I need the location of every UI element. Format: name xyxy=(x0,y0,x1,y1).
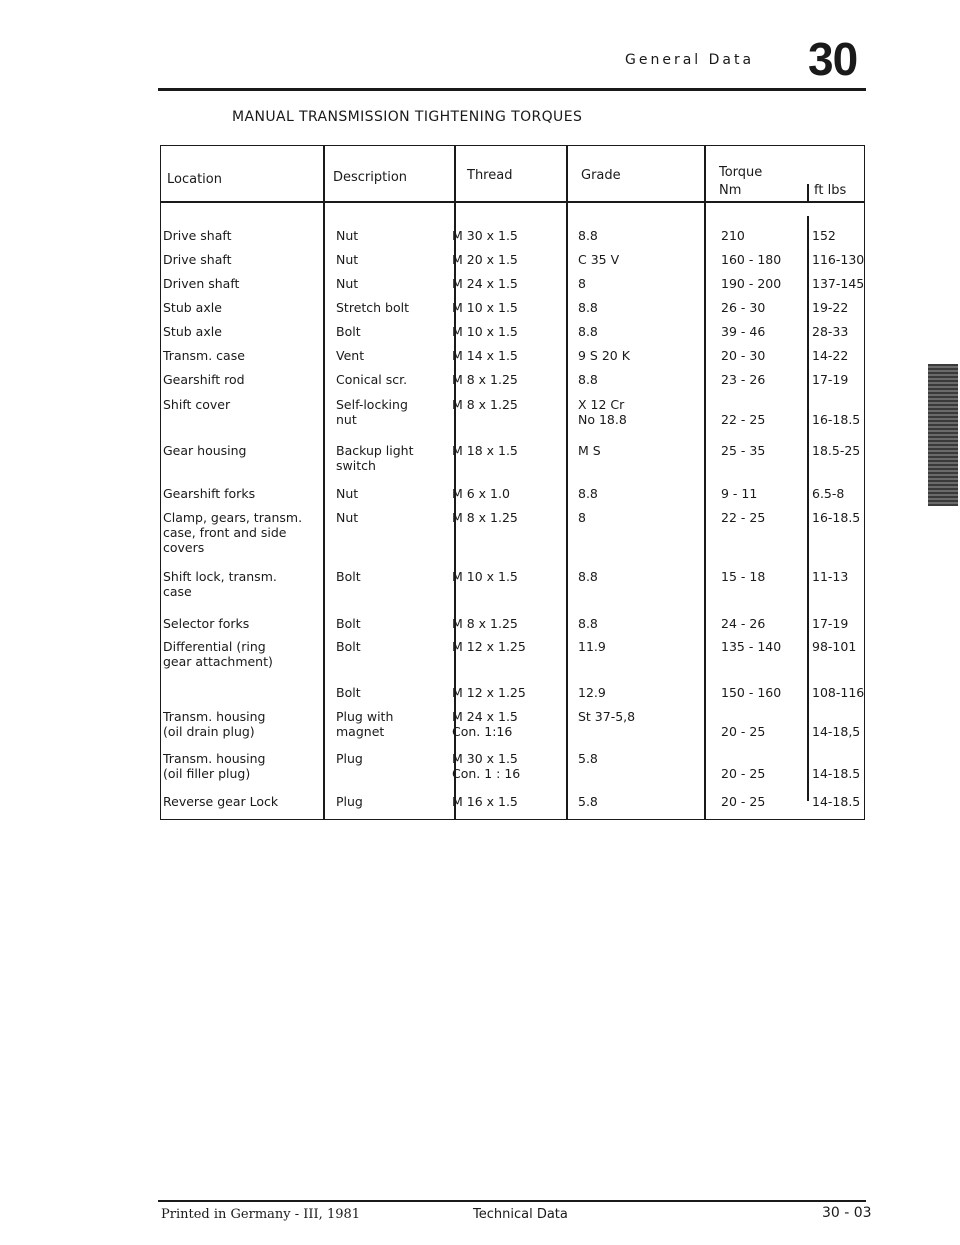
cell-ftlbs: 17-19 xyxy=(812,372,849,387)
cell-description: Bolt xyxy=(336,569,361,584)
cell-nm: 25 - 35 xyxy=(721,443,766,458)
cell-nm: 26 - 30 xyxy=(721,300,766,315)
cell-location: Gearshift forks xyxy=(163,486,256,501)
cell-description: Nut xyxy=(336,510,359,525)
header-ftlbs: ft lbs xyxy=(814,183,847,198)
cell-description: Conical scr. xyxy=(336,372,408,387)
footer-section: Technical Data xyxy=(473,1207,568,1222)
cell-nm: 20 - 25 xyxy=(721,794,766,809)
cell-description: Self-locking nut xyxy=(336,397,408,427)
cell-ftlbs: 116-130 xyxy=(812,252,865,267)
cell-ftlbs: 19-22 xyxy=(812,300,849,315)
cell-location: Differential (ring gear attachment) xyxy=(163,639,273,669)
cell-thread: M 12 x 1.25 xyxy=(452,685,526,700)
cell-nm: 15 - 18 xyxy=(721,569,766,584)
cell-nm: 39 - 46 xyxy=(721,324,766,339)
cell-grade: St 37-5,8 xyxy=(578,709,636,724)
cell-nm: 22 - 25 xyxy=(721,510,766,525)
cell-thread: M 10 x 1.5 xyxy=(452,300,518,315)
cell-description: Bolt xyxy=(336,639,361,654)
header-rule xyxy=(158,88,866,91)
cell-ftlbs: 14-18.5 xyxy=(812,766,861,781)
cell-location: Transm. housing (oil drain plug) xyxy=(163,709,266,739)
cell-location: Driven shaft xyxy=(163,276,240,291)
cell-ftlbs: 108-116 xyxy=(812,685,865,700)
cell-nm: 135 - 140 xyxy=(721,639,782,654)
cell-thread: M 16 x 1.5 xyxy=(452,794,518,809)
cell-location: Selector forks xyxy=(163,616,250,631)
cell-ftlbs: 18.5-25 xyxy=(812,443,861,458)
cell-description: Nut xyxy=(336,228,359,243)
cell-grade: 8.8 xyxy=(578,569,598,584)
cell-nm: 150 - 160 xyxy=(721,685,782,700)
header-description: Description xyxy=(333,170,408,185)
cell-ftlbs: 14-18.5 xyxy=(812,794,861,809)
cell-description: Plug xyxy=(336,751,363,766)
cell-thread: M 14 x 1.5 xyxy=(452,348,518,363)
torque-table xyxy=(160,145,865,820)
header-thread: Thread xyxy=(467,168,513,183)
cell-grade: 12.9 xyxy=(578,685,606,700)
cell-grade: X 12 Cr No 18.8 xyxy=(578,397,627,427)
cell-grade: 8 xyxy=(578,276,586,291)
cell-location: Drive shaft xyxy=(163,252,232,267)
header-grade: Grade xyxy=(581,168,621,183)
cell-ftlbs: 98-101 xyxy=(812,639,857,654)
col-divider xyxy=(323,146,325,819)
cell-ftlbs: 14-22 xyxy=(812,348,849,363)
cell-grade: 8.8 xyxy=(578,616,598,631)
cell-thread: M 10 x 1.5 xyxy=(452,569,518,584)
cell-grade: 8.8 xyxy=(578,486,598,501)
cell-thread: M 8 x 1.25 xyxy=(452,616,518,631)
section-label: General Data xyxy=(625,52,755,68)
cell-grade: 11.9 xyxy=(578,639,606,654)
cell-description: Plug with magnet xyxy=(336,709,394,739)
cell-description: Bolt xyxy=(336,616,361,631)
cell-grade: 8 xyxy=(578,510,586,525)
print-info: Printed in Germany - III, 1981 xyxy=(161,1207,361,1222)
cell-location: Transm. housing (oil filler plug) xyxy=(163,751,266,781)
cell-nm: 23 - 26 xyxy=(721,372,766,387)
torque-sub-divider xyxy=(807,216,809,801)
cell-grade: 5.8 xyxy=(578,794,598,809)
cell-location: Drive shaft xyxy=(163,228,232,243)
cell-grade: C 35 V xyxy=(578,252,620,267)
cell-thread: M 30 x 1.5 Con. 1 : 16 xyxy=(452,751,521,781)
cell-location: Gear housing xyxy=(163,443,247,458)
cell-nm: 24 - 26 xyxy=(721,616,766,631)
cell-thread: M 20 x 1.5 xyxy=(452,252,518,267)
cell-description: Bolt xyxy=(336,324,361,339)
cell-thread: M 24 x 1.5 Con. 1:16 xyxy=(452,709,518,739)
cell-thread: M 24 x 1.5 xyxy=(452,276,518,291)
cell-nm: 190 - 200 xyxy=(721,276,782,291)
cell-thread: M 6 x 1.0 xyxy=(452,486,510,501)
cell-ftlbs: 16-18.5 xyxy=(812,412,861,427)
cell-nm: 20 - 30 xyxy=(721,348,766,363)
cell-grade: 8.8 xyxy=(578,324,598,339)
col-divider xyxy=(566,146,568,819)
cell-thread: M 8 x 1.25 xyxy=(452,372,518,387)
chapter-number: 30 xyxy=(808,33,858,85)
cell-location: Shift lock, transm. case xyxy=(163,569,277,599)
cell-grade: 8.8 xyxy=(578,228,598,243)
cell-location: Clamp, gears, transm. case, front and side covers xyxy=(163,510,303,555)
cell-description: Plug xyxy=(336,794,363,809)
cell-nm: 160 - 180 xyxy=(721,252,782,267)
torque-sub-divider xyxy=(807,184,809,201)
cell-nm: 20 - 25 xyxy=(721,724,766,739)
cell-location: Transm. case xyxy=(163,348,245,363)
cell-ftlbs: 152 xyxy=(812,228,836,243)
cell-location: Stub axle xyxy=(163,300,222,315)
col-divider xyxy=(704,146,706,819)
cell-description: Nut xyxy=(336,276,359,291)
page-title: MANUAL TRANSMISSION TIGHTENING TORQUES xyxy=(232,109,583,125)
cell-grade: M S xyxy=(578,443,601,458)
cell-ftlbs: 28-33 xyxy=(812,324,849,339)
cell-ftlbs: 16-18.5 xyxy=(812,510,861,525)
cell-grade: 8.8 xyxy=(578,372,598,387)
cell-thread: M 8 x 1.25 xyxy=(452,397,518,412)
cell-ftlbs: 14-18,5 xyxy=(812,724,861,739)
cell-location: Shift cover xyxy=(163,397,231,412)
cell-nm: 20 - 25 xyxy=(721,766,766,781)
cell-description: Nut xyxy=(336,252,359,267)
cell-grade: 9 S 20 K xyxy=(578,348,630,363)
cell-thread: M 30 x 1.5 xyxy=(452,228,518,243)
cell-location: Stub axle xyxy=(163,324,222,339)
cell-description: Backup light switch xyxy=(336,443,414,473)
cell-description: Vent xyxy=(336,348,365,363)
cell-grade: 8.8 xyxy=(578,300,598,315)
header-torque: Torque xyxy=(719,165,763,180)
footer-rule xyxy=(158,1200,866,1202)
cell-thread: M 18 x 1.5 xyxy=(452,443,518,458)
cell-description: Nut xyxy=(336,486,359,501)
section-thumb-tab xyxy=(928,364,958,506)
header-divider xyxy=(161,201,864,203)
cell-thread: M 8 x 1.25 xyxy=(452,510,518,525)
cell-location: Reverse gear Lock xyxy=(163,794,279,809)
header-location: Location xyxy=(167,172,222,187)
cell-nm: 210 xyxy=(721,228,745,243)
cell-thread: M 12 x 1.25 xyxy=(452,639,526,654)
page-number: 30 - 03 xyxy=(822,1205,872,1221)
cell-thread: M 10 x 1.5 xyxy=(452,324,518,339)
cell-ftlbs: 137-145 xyxy=(812,276,865,291)
cell-nm: 22 - 25 xyxy=(721,412,766,427)
cell-ftlbs: 6.5-8 xyxy=(812,486,845,501)
cell-nm: 9 - 11 xyxy=(721,486,758,501)
cell-grade: 5.8 xyxy=(578,751,598,766)
cell-description: Stretch bolt xyxy=(336,300,410,315)
cell-description: Bolt xyxy=(336,685,361,700)
cell-ftlbs: 11-13 xyxy=(812,569,849,584)
cell-ftlbs: 17-19 xyxy=(812,616,849,631)
cell-location: Gearshift rod xyxy=(163,372,245,387)
header-nm: Nm xyxy=(719,183,742,198)
